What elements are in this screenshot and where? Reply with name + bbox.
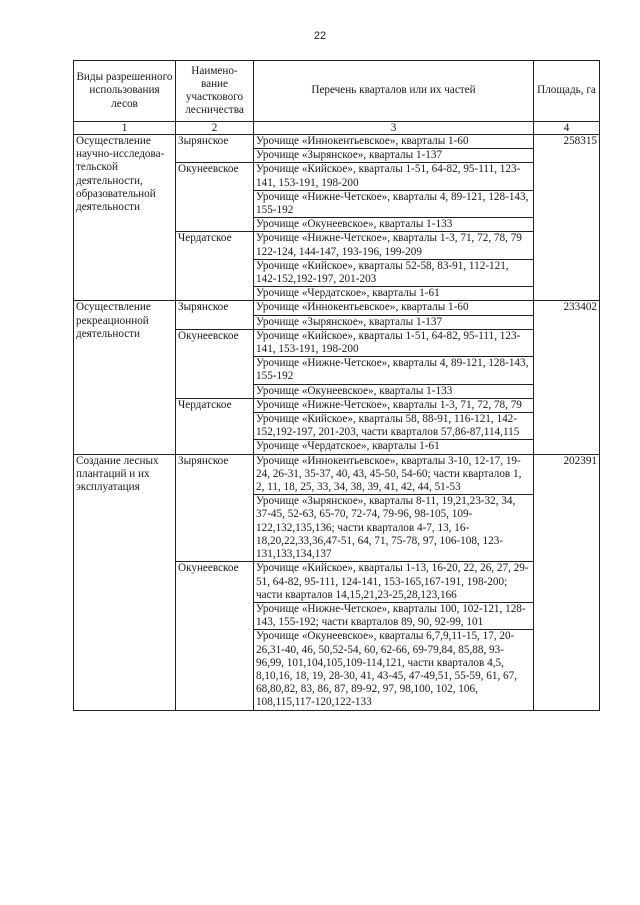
table-row — [74, 301, 600, 315]
purpose-cell: Осуществление рекреационной деятельности — [74, 301, 176, 454]
column-number: 2 — [176, 122, 254, 135]
page-number: 22 — [313, 30, 327, 42]
quarters-cell: Урочище «Чердатское», кварталы 1-61 — [254, 440, 534, 454]
forestry-cell: Чердатское — [176, 398, 254, 454]
quarters-cell: Урочище «Иннокентьевское», кварталы 1-60 — [254, 135, 534, 149]
forestry-cell: Зырянское — [176, 454, 254, 562]
area-cell: 202391 — [534, 454, 600, 710]
quarters-cell: Урочище «Кийское», кварталы 1-51, 64-82, 95-111, 123-141, 153-191, 198-200 — [254, 329, 534, 356]
column-number: 3 — [254, 122, 534, 135]
quarters-cell: Урочище «Кийское», кварталы 52-58, 83-91, 112-121, 142-152,192-197, 201-203 — [254, 259, 534, 286]
column-number: 1 — [74, 122, 176, 135]
quarters-cell: Урочище «Кийское», кварталы 1-51, 64-82, 95-111, 123-141, 153-191, 198-200 — [254, 163, 534, 190]
quarters-cell: Урочище «Кийское», кварталы 1-13, 16-20, 22, 26, 27, 29-51, 64-82, 95-111, 124-141, 153-165,167-191, 198-200; части кварталов 14,15,21,23-25,28,123,166 — [254, 562, 534, 603]
purpose-cell: Создание лесных плантаций и их эксплуатация — [74, 454, 176, 710]
header-purpose: Виды разрешенного использования лесов — [74, 61, 176, 122]
quarters-cell: Урочище «Иннокентьевское», кварталы 3-10, 12-17, 19-24, 26-31, 35-37, 40, 43, 45-50, 54-60; части кварталов 1, 2, 11, 18, 25, 33, 34, 38, 39, 41, 42, 44, 51-53 — [254, 454, 534, 495]
quarters-cell: Урочище «Чердатское», кварталы 1-61 — [254, 287, 534, 301]
quarters-cell: Урочище «Нижне-Четское», кварталы 100, 102-121, 128-143, 155-192; части кварталов 89, 90, 92-99, 101 — [254, 602, 534, 629]
quarters-cell: Урочище «Нижне-Четское», кварталы 4, 89-121, 128-143, 155-192 — [254, 357, 534, 384]
header-area: Площадь, га — [534, 61, 600, 122]
header-quarters: Перечень кварталов или их частей — [254, 61, 534, 122]
forestry-cell: Чердатское — [176, 232, 254, 301]
table-row — [74, 454, 600, 495]
column-number: 4 — [534, 122, 600, 135]
area-cell: 258315 — [534, 135, 600, 301]
forestry-cell: Окунеевское — [176, 329, 254, 398]
quarters-cell: Урочище «Зырянское», кварталы 8-11, 19,21,23-32, 34, 37-45, 52-63, 65-70, 72-74, 79-96, 98-105, 109-122,132,135,136; части кварталов 4-7, 13, 16-18,20,22,33,36,47-51, 64, 71, 75-78, 97, 106-108, 123-131,133,134,137 — [254, 495, 534, 562]
forestry-cell: Окунеевское — [176, 562, 254, 710]
quarters-cell: Урочище «Окунеевское», кварталы 1-133 — [254, 218, 534, 232]
purpose-cell: Осуществление научно-исследова-тельской деятельности, образовательной деятельности — [74, 135, 176, 301]
forestry-cell: Зырянское — [176, 135, 254, 163]
quarters-cell: Урочище «Зырянское», кварталы 1-137 — [254, 149, 534, 163]
forestry-cell: Зырянское — [176, 301, 254, 329]
table-row — [74, 135, 600, 149]
quarters-cell: Урочище «Нижне-Четское», кварталы 1-3, 71, 72, 78, 79 — [254, 398, 534, 412]
forestry-cell: Окунеевское — [176, 163, 254, 232]
quarters-cell: Урочище «Кийское», кварталы 58, 88-91, 116-121, 142-152,192-197, 201-203, части кварталов 57,86-87,114,115 — [254, 413, 534, 440]
quarters-cell: Урочище «Нижне-Четское», кварталы 1-3, 71, 72, 78, 79 122-124, 144-147, 193-196, 199-209 — [254, 232, 534, 259]
quarters-cell: Урочище «Иннокентьевское», кварталы 1-60 — [254, 301, 534, 315]
quarters-cell: Урочище «Окунеевское», кварталы 1-133 — [254, 384, 534, 398]
quarters-cell: Урочище «Окунеевское», кварталы 6,7,9,11-15, 17, 20-26,31-40, 46, 50,52-54, 60, 62-66, 69-79,84, 85,88, 93-96,99, 101,104,105,109-114,121, части кварталов 4,5, 8,10,16, 18, 19, 28-30, 41, 43-45, 47-49,51, 55-59, 61, 67, 68,80,82, 83, 86, 87, 89-92, 97, 98,100, 102, 106, 108,115,117-120,122-133 — [254, 630, 534, 710]
area-cell: 233402 — [534, 301, 600, 454]
quarters-cell: Урочище «Нижне-Четское», кварталы 4, 89-121, 128-143, 155-192 — [254, 190, 534, 217]
header-forestry: Наимено-вание участкового лесничества — [176, 61, 254, 122]
quarters-cell: Урочище «Зырянское», кварталы 1-137 — [254, 315, 534, 329]
forest-use-table — [73, 60, 600, 711]
